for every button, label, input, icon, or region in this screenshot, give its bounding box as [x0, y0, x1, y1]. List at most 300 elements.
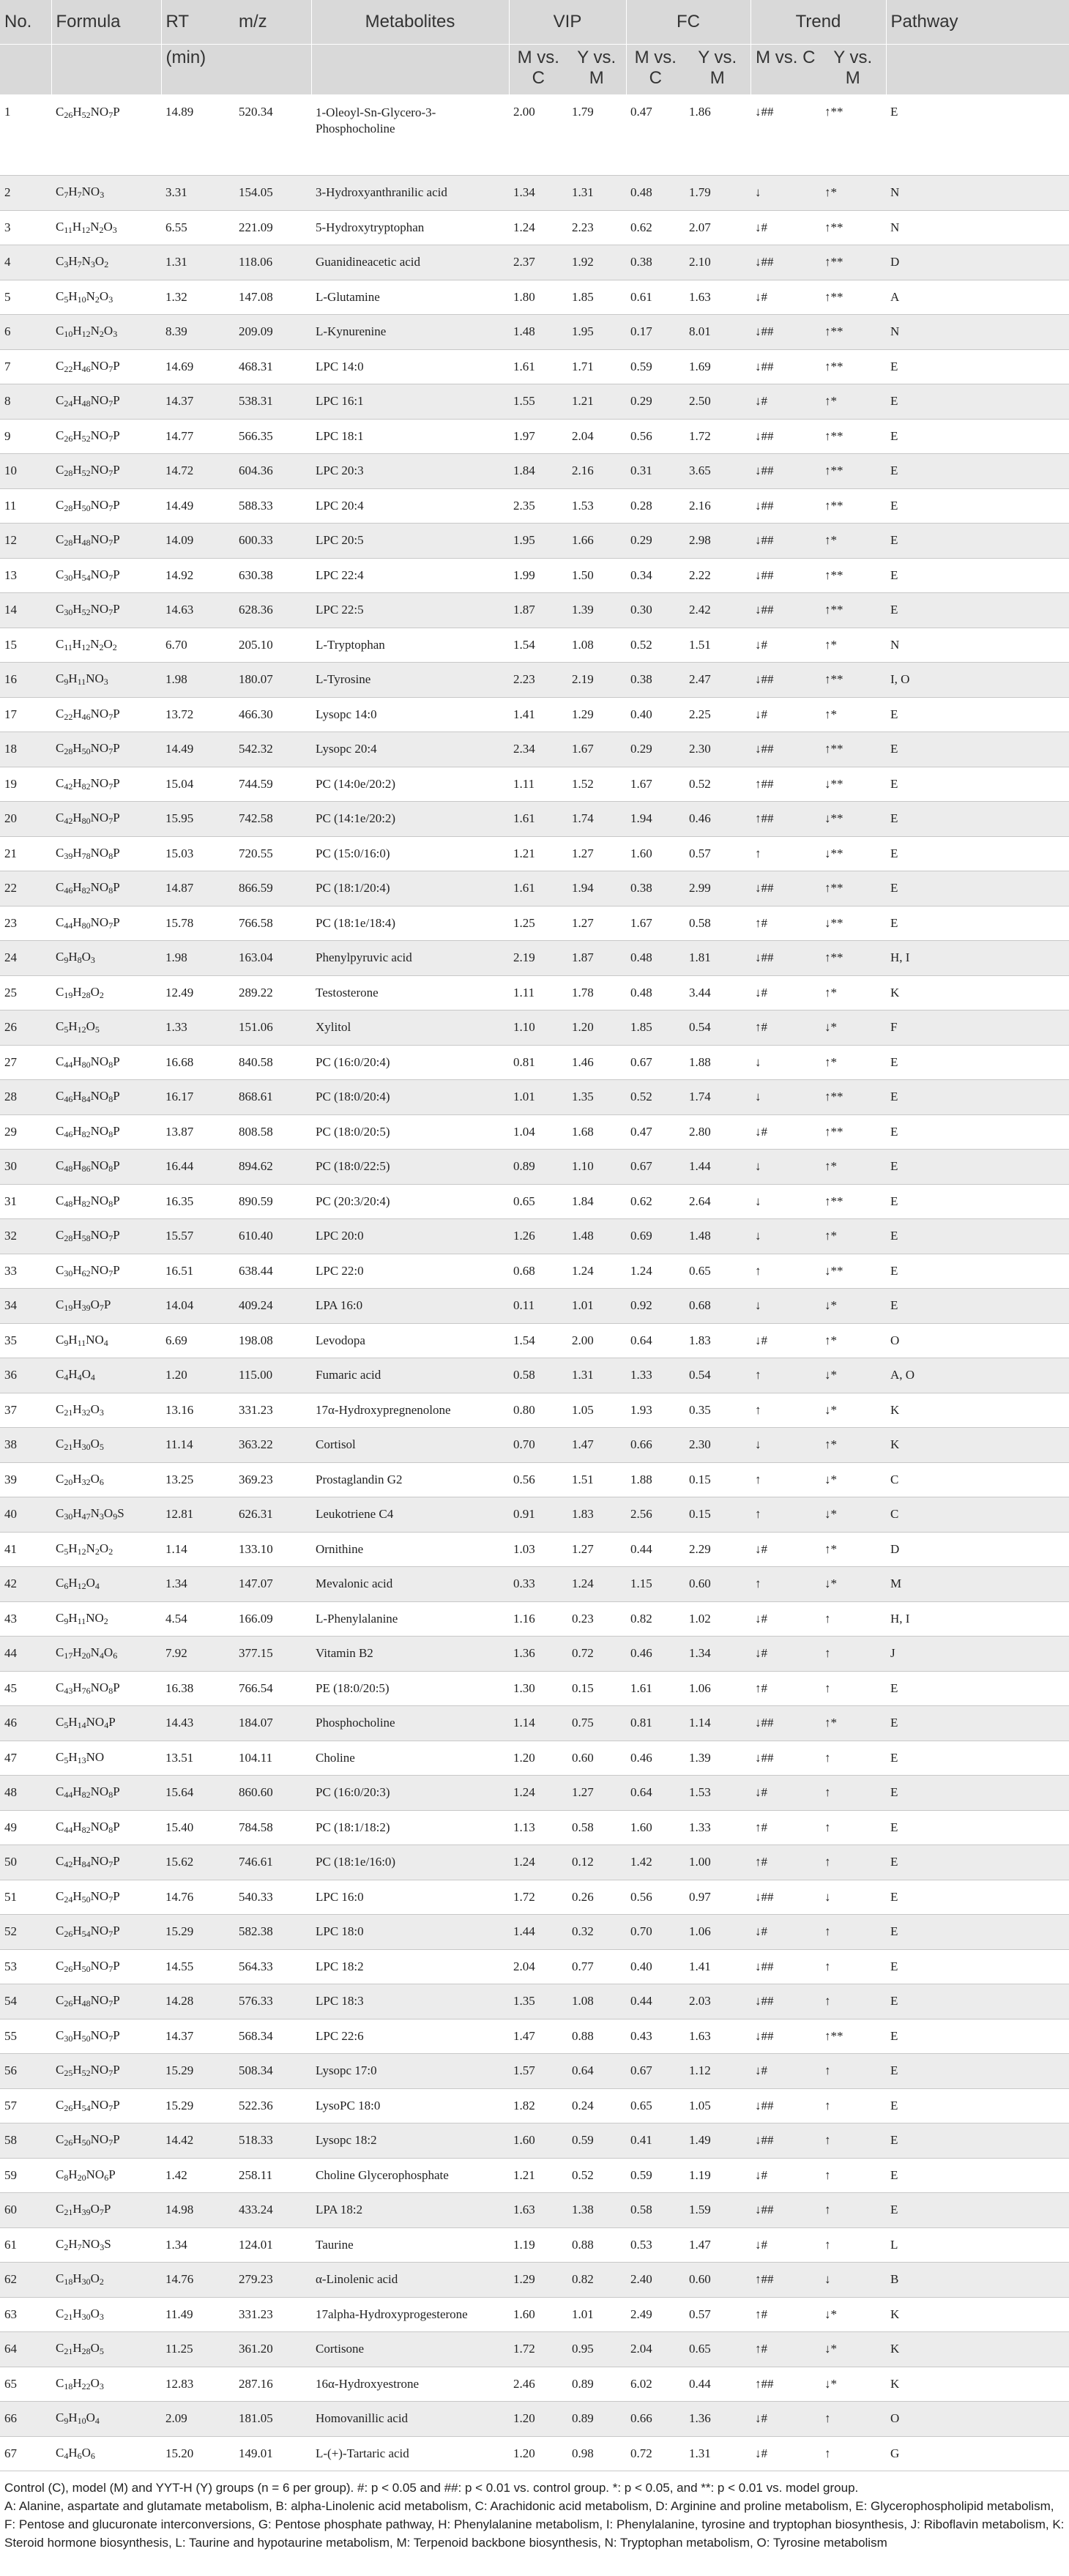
- cell-vip-m-vs-c: 1.72: [509, 2332, 567, 2367]
- cell-fc-y-vs-m: 0.46: [685, 802, 750, 837]
- cell-trend-m-vs-c: ↓##: [750, 315, 820, 350]
- cell-pathway: J: [886, 1637, 1069, 1672]
- cell-trend-y-vs-m: ↑*: [820, 628, 886, 663]
- cell-rt: 16.35: [161, 1184, 234, 1219]
- cell-vip-m-vs-c: 1.03: [509, 1532, 567, 1567]
- cell-no: 33: [0, 1254, 51, 1289]
- cell-trend-y-vs-m: ↓*: [820, 1358, 886, 1393]
- cell-pathway: A: [886, 280, 1069, 315]
- cell-rt: 12.83: [161, 2367, 234, 2402]
- cell-trend-m-vs-c: ↑#: [750, 2332, 820, 2367]
- cell-trend-y-vs-m: ↑: [820, 2054, 886, 2089]
- cell-metabolite: Phenylpyruvic acid: [311, 941, 509, 976]
- cell-fc-y-vs-m: 2.03: [685, 1984, 750, 2020]
- cell-metabolite: LPC 22:0: [311, 1254, 509, 1289]
- cell-fc-m-vs-c: 0.66: [626, 1428, 685, 1463]
- cell-fc-m-vs-c: 0.30: [626, 593, 685, 628]
- col-no: No.: [0, 0, 51, 45]
- cell-fc-y-vs-m: 2.99: [685, 871, 750, 907]
- cell-vip-y-vs-m: 1.10: [567, 1150, 626, 1185]
- cell-fc-y-vs-m: 1.47: [685, 2227, 750, 2263]
- cell-rt: 1.34: [161, 1567, 234, 1602]
- cell-mz: 209.09: [234, 315, 311, 350]
- cell-formula: $C_{26}H_{50}NO_7P$: [51, 2123, 161, 2159]
- cell-fc-m-vs-c: 2.04: [626, 2332, 685, 2367]
- cell-no: 10: [0, 454, 51, 489]
- cell-vip-m-vs-c: 1.54: [509, 628, 567, 663]
- cell-trend-m-vs-c: ↑##: [750, 2263, 820, 2298]
- cell-formula: $C_{22}H_{46}NO_7P$: [51, 349, 161, 384]
- cell-mz: 118.06: [234, 245, 311, 280]
- table-row: [0, 349, 1069, 384]
- cell-pathway: E: [886, 1254, 1069, 1289]
- cell-fc-m-vs-c: 1.33: [626, 1358, 685, 1393]
- cell-no: 44: [0, 1637, 51, 1672]
- cell-trend-y-vs-m: ↑**: [820, 941, 886, 976]
- cell-metabolite: LPC 18:1: [311, 419, 509, 454]
- cell-pathway: E: [886, 2193, 1069, 2228]
- table-row: [0, 2019, 1069, 2054]
- cell-mz: 466.30: [234, 697, 311, 732]
- cell-trend-y-vs-m: ↑: [820, 1949, 886, 1984]
- cell-pathway: E: [886, 1810, 1069, 1845]
- cell-fc-y-vs-m: 1.72: [685, 419, 750, 454]
- cell-no: 54: [0, 1984, 51, 2020]
- cell-metabolite: LPC 20:4: [311, 488, 509, 524]
- cell-vip-m-vs-c: 1.61: [509, 871, 567, 907]
- cell-formula: $C_{42}H_{82}NO_7P$: [51, 767, 161, 802]
- cell-fc-y-vs-m: 0.54: [685, 1010, 750, 1046]
- table-row: [0, 2123, 1069, 2159]
- cell-fc-m-vs-c: 0.48: [626, 975, 685, 1010]
- cell-vip-y-vs-m: 1.31: [567, 1358, 626, 1393]
- cell-formula: $C_4H_4O_4$: [51, 1358, 161, 1393]
- cell-rt: 14.49: [161, 732, 234, 767]
- cell-trend-m-vs-c: ↑: [750, 836, 820, 871]
- cell-rt: 16.44: [161, 1150, 234, 1185]
- cell-pathway: E: [886, 1776, 1069, 1811]
- cell-vip-m-vs-c: 1.95: [509, 524, 567, 559]
- cell-fc-y-vs-m: 1.33: [685, 1810, 750, 1845]
- cell-trend-m-vs-c: ↑: [750, 1567, 820, 1602]
- cell-no: 39: [0, 1462, 51, 1497]
- cell-trend-m-vs-c: ↑##: [750, 2367, 820, 2402]
- cell-mz: 766.54: [234, 1671, 311, 1706]
- cell-fc-m-vs-c: 1.60: [626, 836, 685, 871]
- cell-mz: 289.22: [234, 975, 311, 1010]
- cell-mz: 151.06: [234, 1010, 311, 1046]
- cell-no: 52: [0, 1915, 51, 1950]
- cell-formula: $C_9H_{10}O_4$: [51, 2402, 161, 2437]
- cell-no: 23: [0, 906, 51, 941]
- cell-rt: 1.14: [161, 1532, 234, 1567]
- cell-no: 17: [0, 697, 51, 732]
- cell-fc-y-vs-m: 2.25: [685, 697, 750, 732]
- cell-vip-y-vs-m: 2.16: [567, 454, 626, 489]
- cell-metabolite: L-Tyrosine: [311, 663, 509, 698]
- cell-rt: 16.68: [161, 1045, 234, 1080]
- cell-fc-m-vs-c: 0.62: [626, 1184, 685, 1219]
- cell-rt: 13.25: [161, 1462, 234, 1497]
- cell-no: 19: [0, 767, 51, 802]
- cell-no: 14: [0, 593, 51, 628]
- cell-no: 48: [0, 1776, 51, 1811]
- table-row: [0, 1289, 1069, 1324]
- cell-metabolite: Xylitol: [311, 1010, 509, 1046]
- cell-mz: 154.05: [234, 176, 311, 211]
- cell-pathway: E: [886, 802, 1069, 837]
- cell-pathway: E: [886, 1949, 1069, 1984]
- cell-mz: 166.09: [234, 1601, 311, 1637]
- cell-fc-y-vs-m: 2.22: [685, 558, 750, 593]
- cell-trend-y-vs-m: ↑**: [820, 94, 886, 176]
- cell-metabolite: LPC 22:4: [311, 558, 509, 593]
- cell-metabolite: Lysopc 20:4: [311, 732, 509, 767]
- cell-mz: 868.61: [234, 1080, 311, 1115]
- cell-mz: 766.58: [234, 906, 311, 941]
- cell-trend-m-vs-c: ↓: [750, 1045, 820, 1080]
- cell-formula: $C_{48}H_{86}NO_8P$: [51, 1150, 161, 1185]
- cell-pathway: N: [886, 315, 1069, 350]
- cell-metabolite: LPC 20:3: [311, 454, 509, 489]
- cell-mz: 866.59: [234, 871, 311, 907]
- cell-fc-y-vs-m: 0.68: [685, 1289, 750, 1324]
- cell-vip-y-vs-m: 1.92: [567, 245, 626, 280]
- cell-rt: 16.51: [161, 1254, 234, 1289]
- cell-trend-m-vs-c: ↑##: [750, 767, 820, 802]
- cell-no: 35: [0, 1323, 51, 1358]
- cell-mz: 433.24: [234, 2193, 311, 2228]
- footnote-groups: Control (C), model (M) and YYT-H (Y) groups (n = 6 per group). #: p < 0.05 and ##: p < 0.01 vs. control group. *: p < 0.05, and **: p < 0.01 vs. model group.: [4, 2481, 859, 2495]
- cell-pathway: D: [886, 245, 1069, 280]
- cell-trend-y-vs-m: ↓*: [820, 1393, 886, 1428]
- cell-trend-y-vs-m: ↑: [820, 1776, 886, 1811]
- cell-trend-y-vs-m: ↑: [820, 1601, 886, 1637]
- cell-formula: $C_3H_7N_3O_2$: [51, 245, 161, 280]
- cell-trend-m-vs-c: ↓#: [750, 2158, 820, 2193]
- cell-mz: 894.62: [234, 1150, 311, 1185]
- cell-fc-m-vs-c: 0.40: [626, 1949, 685, 1984]
- cell-fc-y-vs-m: 1.05: [685, 2088, 750, 2123]
- cell-rt: 12.49: [161, 975, 234, 1010]
- cell-trend-y-vs-m: ↑**: [820, 732, 886, 767]
- cell-no: 24: [0, 941, 51, 976]
- cell-metabolite: Choline Glycerophosphate: [311, 2158, 509, 2193]
- cell-vip-y-vs-m: 1.29: [567, 697, 626, 732]
- cell-no: 2: [0, 176, 51, 211]
- cell-vip-y-vs-m: 1.74: [567, 802, 626, 837]
- cell-trend-y-vs-m: ↓*: [820, 1462, 886, 1497]
- cell-pathway: E: [886, 593, 1069, 628]
- cell-formula: $C_{26}H_{52}NO_7P$: [51, 419, 161, 454]
- cell-fc-y-vs-m: 2.10: [685, 245, 750, 280]
- cell-pathway: K: [886, 1428, 1069, 1463]
- cell-rt: 11.49: [161, 2297, 234, 2332]
- cell-formula: $C_{19}H_{28}O_2$: [51, 975, 161, 1010]
- cell-fc-y-vs-m: 2.30: [685, 732, 750, 767]
- cell-trend-y-vs-m: ↑: [820, 2123, 886, 2159]
- cell-pathway: E: [886, 1045, 1069, 1080]
- cell-metabolite: Choline: [311, 1741, 509, 1776]
- cell-fc-m-vs-c: 0.17: [626, 315, 685, 350]
- cell-pathway: E: [886, 767, 1069, 802]
- cell-vip-m-vs-c: 1.10: [509, 1010, 567, 1046]
- table-row: [0, 1358, 1069, 1393]
- cell-formula: $C_{30}H_{62}NO_7P$: [51, 1254, 161, 1289]
- cell-vip-y-vs-m: 1.27: [567, 836, 626, 871]
- cell-mz: 258.11: [234, 2158, 311, 2193]
- cell-rt: 1.34: [161, 2227, 234, 2263]
- cell-mz: 720.55: [234, 836, 311, 871]
- cell-metabolite: Mevalonic acid: [311, 1567, 509, 1602]
- cell-no: 57: [0, 2088, 51, 2123]
- cell-vip-m-vs-c: 1.20: [509, 2402, 567, 2437]
- cell-mz: 564.33: [234, 1949, 311, 1984]
- cell-pathway: E: [886, 2019, 1069, 2054]
- cell-formula: $C_{30}H_{52}NO_7P$: [51, 593, 161, 628]
- trend-m-vs-c: M vs. C: [750, 45, 820, 95]
- cell-mz: 538.31: [234, 384, 311, 420]
- cell-vip-y-vs-m: 0.72: [567, 1637, 626, 1672]
- cell-vip-m-vs-c: 2.23: [509, 663, 567, 698]
- cell-metabolite: PC (18:1/18:2): [311, 1810, 509, 1845]
- cell-mz: 808.58: [234, 1114, 311, 1150]
- cell-fc-y-vs-m: 1.48: [685, 1219, 750, 1254]
- cell-vip-y-vs-m: 1.05: [567, 1393, 626, 1428]
- cell-formula: $C_{22}H_{46}NO_7P$: [51, 697, 161, 732]
- cell-vip-y-vs-m: 0.23: [567, 1601, 626, 1637]
- cell-formula: $C_{21}H_{32}O_3$: [51, 1393, 161, 1428]
- table-row: [0, 1428, 1069, 1463]
- cell-trend-y-vs-m: ↑: [820, 1637, 886, 1672]
- cell-fc-y-vs-m: 1.59: [685, 2193, 750, 2228]
- cell-formula: $C_{11}H_{12}N_2O_3$: [51, 210, 161, 245]
- table-row: [0, 454, 1069, 489]
- cell-fc-y-vs-m: 1.06: [685, 1915, 750, 1950]
- cell-trend-m-vs-c: ↓##: [750, 1880, 820, 1915]
- cell-mz: 147.07: [234, 1567, 311, 1602]
- cell-rt: 7.92: [161, 1637, 234, 1672]
- cell-vip-m-vs-c: 1.20: [509, 2436, 567, 2471]
- cell-pathway: E: [886, 1289, 1069, 1324]
- cell-rt: 1.31: [161, 245, 234, 280]
- fc-y-vs-m: Y vs. M: [685, 45, 750, 95]
- cell-trend-m-vs-c: ↓#: [750, 1532, 820, 1567]
- cell-no: 43: [0, 1601, 51, 1637]
- cell-metabolite: LPC 16:1: [311, 384, 509, 420]
- cell-metabolite: Guanidineacetic acid: [311, 245, 509, 280]
- cell-mz: 522.36: [234, 2088, 311, 2123]
- table-row: [0, 1184, 1069, 1219]
- cell-trend-m-vs-c: ↓#: [750, 1114, 820, 1150]
- cell-fc-y-vs-m: 0.54: [685, 1358, 750, 1393]
- cell-trend-y-vs-m: ↑*: [820, 1045, 886, 1080]
- cell-no: 31: [0, 1184, 51, 1219]
- cell-formula: $C_{25}H_{52}NO_7P$: [51, 2054, 161, 2089]
- cell-vip-m-vs-c: 1.60: [509, 2297, 567, 2332]
- cell-trend-y-vs-m: ↑*: [820, 697, 886, 732]
- cell-trend-m-vs-c: ↓##: [750, 454, 820, 489]
- cell-trend-y-vs-m: ↓*: [820, 1497, 886, 1533]
- cell-fc-m-vs-c: 0.72: [626, 2436, 685, 2471]
- cell-trend-m-vs-c: ↑: [750, 1254, 820, 1289]
- col-vip: VIP: [509, 0, 626, 45]
- cell-pathway: G: [886, 2436, 1069, 2471]
- cell-formula: $C_{44}H_{82}NO_8P$: [51, 1810, 161, 1845]
- cell-trend-m-vs-c: ↓#: [750, 210, 820, 245]
- cell-vip-m-vs-c: 2.37: [509, 245, 567, 280]
- cell-vip-y-vs-m: 1.01: [567, 1289, 626, 1324]
- cell-trend-m-vs-c: ↓: [750, 1289, 820, 1324]
- cell-metabolite: L-Tryptophan: [311, 628, 509, 663]
- cell-metabolite: LPC 18:2: [311, 1949, 509, 1984]
- cell-pathway: E: [886, 1845, 1069, 1880]
- cell-fc-m-vs-c: 0.34: [626, 558, 685, 593]
- cell-rt: 11.25: [161, 2332, 234, 2367]
- table-row: [0, 558, 1069, 593]
- cell-fc-m-vs-c: 0.92: [626, 1289, 685, 1324]
- cell-fc-y-vs-m: 2.98: [685, 524, 750, 559]
- cell-vip-y-vs-m: 1.01: [567, 2297, 626, 2332]
- cell-vip-y-vs-m: 0.89: [567, 2367, 626, 2402]
- cell-trend-m-vs-c: ↑#: [750, 1845, 820, 1880]
- cell-vip-y-vs-m: 1.27: [567, 1776, 626, 1811]
- cell-formula: $C_{21}H_{28}O_5$: [51, 2332, 161, 2367]
- cell-fc-y-vs-m: 1.83: [685, 1323, 750, 1358]
- cell-vip-y-vs-m: 1.68: [567, 1114, 626, 1150]
- cell-trend-y-vs-m: ↑: [820, 2088, 886, 2123]
- cell-vip-m-vs-c: 1.13: [509, 1810, 567, 1845]
- cell-mz: 840.58: [234, 1045, 311, 1080]
- cell-formula: $C_{43}H_{76}NO_8P$: [51, 1671, 161, 1706]
- cell-fc-m-vs-c: 0.69: [626, 1219, 685, 1254]
- cell-no: 50: [0, 1845, 51, 1880]
- cell-formula: $C_{19}H_{39}O_7P$: [51, 1289, 161, 1324]
- cell-mz: 508.34: [234, 2054, 311, 2089]
- cell-trend-y-vs-m: ↓*: [820, 2332, 886, 2367]
- cell-metabolite: Phosphocholine: [311, 1706, 509, 1741]
- cell-mz: 626.31: [234, 1497, 311, 1533]
- cell-fc-m-vs-c: 1.94: [626, 802, 685, 837]
- cell-pathway: E: [886, 2158, 1069, 2193]
- cell-pathway: E: [886, 1184, 1069, 1219]
- cell-pathway: E: [886, 558, 1069, 593]
- cell-no: 67: [0, 2436, 51, 2471]
- cell-mz: 610.40: [234, 1219, 311, 1254]
- cell-no: 27: [0, 1045, 51, 1080]
- cell-no: 7: [0, 349, 51, 384]
- cell-rt: 1.98: [161, 663, 234, 698]
- cell-trend-y-vs-m: ↓**: [820, 802, 886, 837]
- cell-trend-m-vs-c: ↓#: [750, 384, 820, 420]
- table-header: [0, 0, 1069, 94]
- cell-vip-y-vs-m: 1.87: [567, 941, 626, 976]
- table-row: [0, 245, 1069, 280]
- cell-metabolite: Vitamin B2: [311, 1637, 509, 1672]
- cell-mz: 181.05: [234, 2402, 311, 2437]
- cell-vip-m-vs-c: 1.80: [509, 280, 567, 315]
- cell-vip-m-vs-c: 1.48: [509, 315, 567, 350]
- cell-fc-m-vs-c: 0.62: [626, 210, 685, 245]
- cell-formula: $C_{26}H_{54}NO_7P$: [51, 2088, 161, 2123]
- cell-trend-y-vs-m: ↑: [820, 1915, 886, 1950]
- cell-metabolite: L-Kynurenine: [311, 315, 509, 350]
- cell-pathway: E: [886, 906, 1069, 941]
- cell-mz: 628.36: [234, 593, 311, 628]
- cell-vip-y-vs-m: 1.48: [567, 1219, 626, 1254]
- cell-no: 6: [0, 315, 51, 350]
- cell-formula: $C_{21}H_{30}O_3$: [51, 2297, 161, 2332]
- cell-metabolite: LPC 14:0: [311, 349, 509, 384]
- cell-metabolite: LPC 16:0: [311, 1880, 509, 1915]
- cell-fc-y-vs-m: 1.49: [685, 2123, 750, 2159]
- cell-pathway: C: [886, 1462, 1069, 1497]
- cell-no: 56: [0, 2054, 51, 2089]
- cell-trend-m-vs-c: ↓#: [750, 697, 820, 732]
- cell-trend-m-vs-c: ↓##: [750, 732, 820, 767]
- cell-vip-y-vs-m: 1.83: [567, 1497, 626, 1533]
- cell-metabolite: Taurine: [311, 2227, 509, 2263]
- cell-pathway: E: [886, 836, 1069, 871]
- cell-rt: 12.81: [161, 1497, 234, 1533]
- cell-vip-y-vs-m: 1.39: [567, 593, 626, 628]
- cell-mz: 518.33: [234, 2123, 311, 2159]
- cell-vip-m-vs-c: 1.11: [509, 975, 567, 1010]
- cell-trend-y-vs-m: ↑: [820, 1741, 886, 1776]
- cell-vip-y-vs-m: 1.47: [567, 1428, 626, 1463]
- table-row: [0, 488, 1069, 524]
- cell-fc-y-vs-m: 3.44: [685, 975, 750, 1010]
- cell-formula: $C_9H_8O_3$: [51, 941, 161, 976]
- cell-vip-y-vs-m: 1.50: [567, 558, 626, 593]
- cell-metabolite: 5-Hydroxytryptophan: [311, 210, 509, 245]
- cell-pathway: C: [886, 1497, 1069, 1533]
- cell-fc-y-vs-m: 1.00: [685, 1845, 750, 1880]
- cell-mz: 124.01: [234, 2227, 311, 2263]
- cell-vip-m-vs-c: 1.54: [509, 1323, 567, 1358]
- cell-mz: 742.58: [234, 802, 311, 837]
- cell-trend-m-vs-c: ↓#: [750, 2436, 820, 2471]
- cell-fc-y-vs-m: 1.81: [685, 941, 750, 976]
- cell-mz: 568.34: [234, 2019, 311, 2054]
- table-row: [0, 1462, 1069, 1497]
- col-rt-unit: (min): [161, 45, 234, 95]
- cell-vip-m-vs-c: 1.61: [509, 802, 567, 837]
- cell-formula: $C_{30}H_{50}NO_7P$: [51, 2019, 161, 2054]
- cell-trend-y-vs-m: ↑**: [820, 245, 886, 280]
- cell-rt: 6.55: [161, 210, 234, 245]
- cell-rt: 1.20: [161, 1358, 234, 1393]
- cell-mz: 287.16: [234, 2367, 311, 2402]
- cell-formula: $C_{46}H_{84}NO_8P$: [51, 1080, 161, 1115]
- cell-fc-m-vs-c: 0.70: [626, 1915, 685, 1950]
- table-row: [0, 836, 1069, 871]
- cell-metabolite: 17alpha-Hydroxyprogesterone: [311, 2297, 509, 2332]
- cell-trend-y-vs-m: ↑*: [820, 1706, 886, 1741]
- cell-mz: 279.23: [234, 2263, 311, 2298]
- cell-rt: 6.69: [161, 1323, 234, 1358]
- cell-rt: 15.78: [161, 906, 234, 941]
- cell-trend-m-vs-c: ↓##: [750, 419, 820, 454]
- cell-trend-m-vs-c: ↓##: [750, 94, 820, 176]
- table-row: [0, 628, 1069, 663]
- cell-vip-m-vs-c: 1.20: [509, 1741, 567, 1776]
- cell-vip-y-vs-m: 2.00: [567, 1323, 626, 1358]
- cell-fc-m-vs-c: 0.38: [626, 663, 685, 698]
- col-rt: RT: [161, 0, 234, 45]
- cell-vip-y-vs-m: 1.08: [567, 628, 626, 663]
- cell-fc-y-vs-m: 1.34: [685, 1637, 750, 1672]
